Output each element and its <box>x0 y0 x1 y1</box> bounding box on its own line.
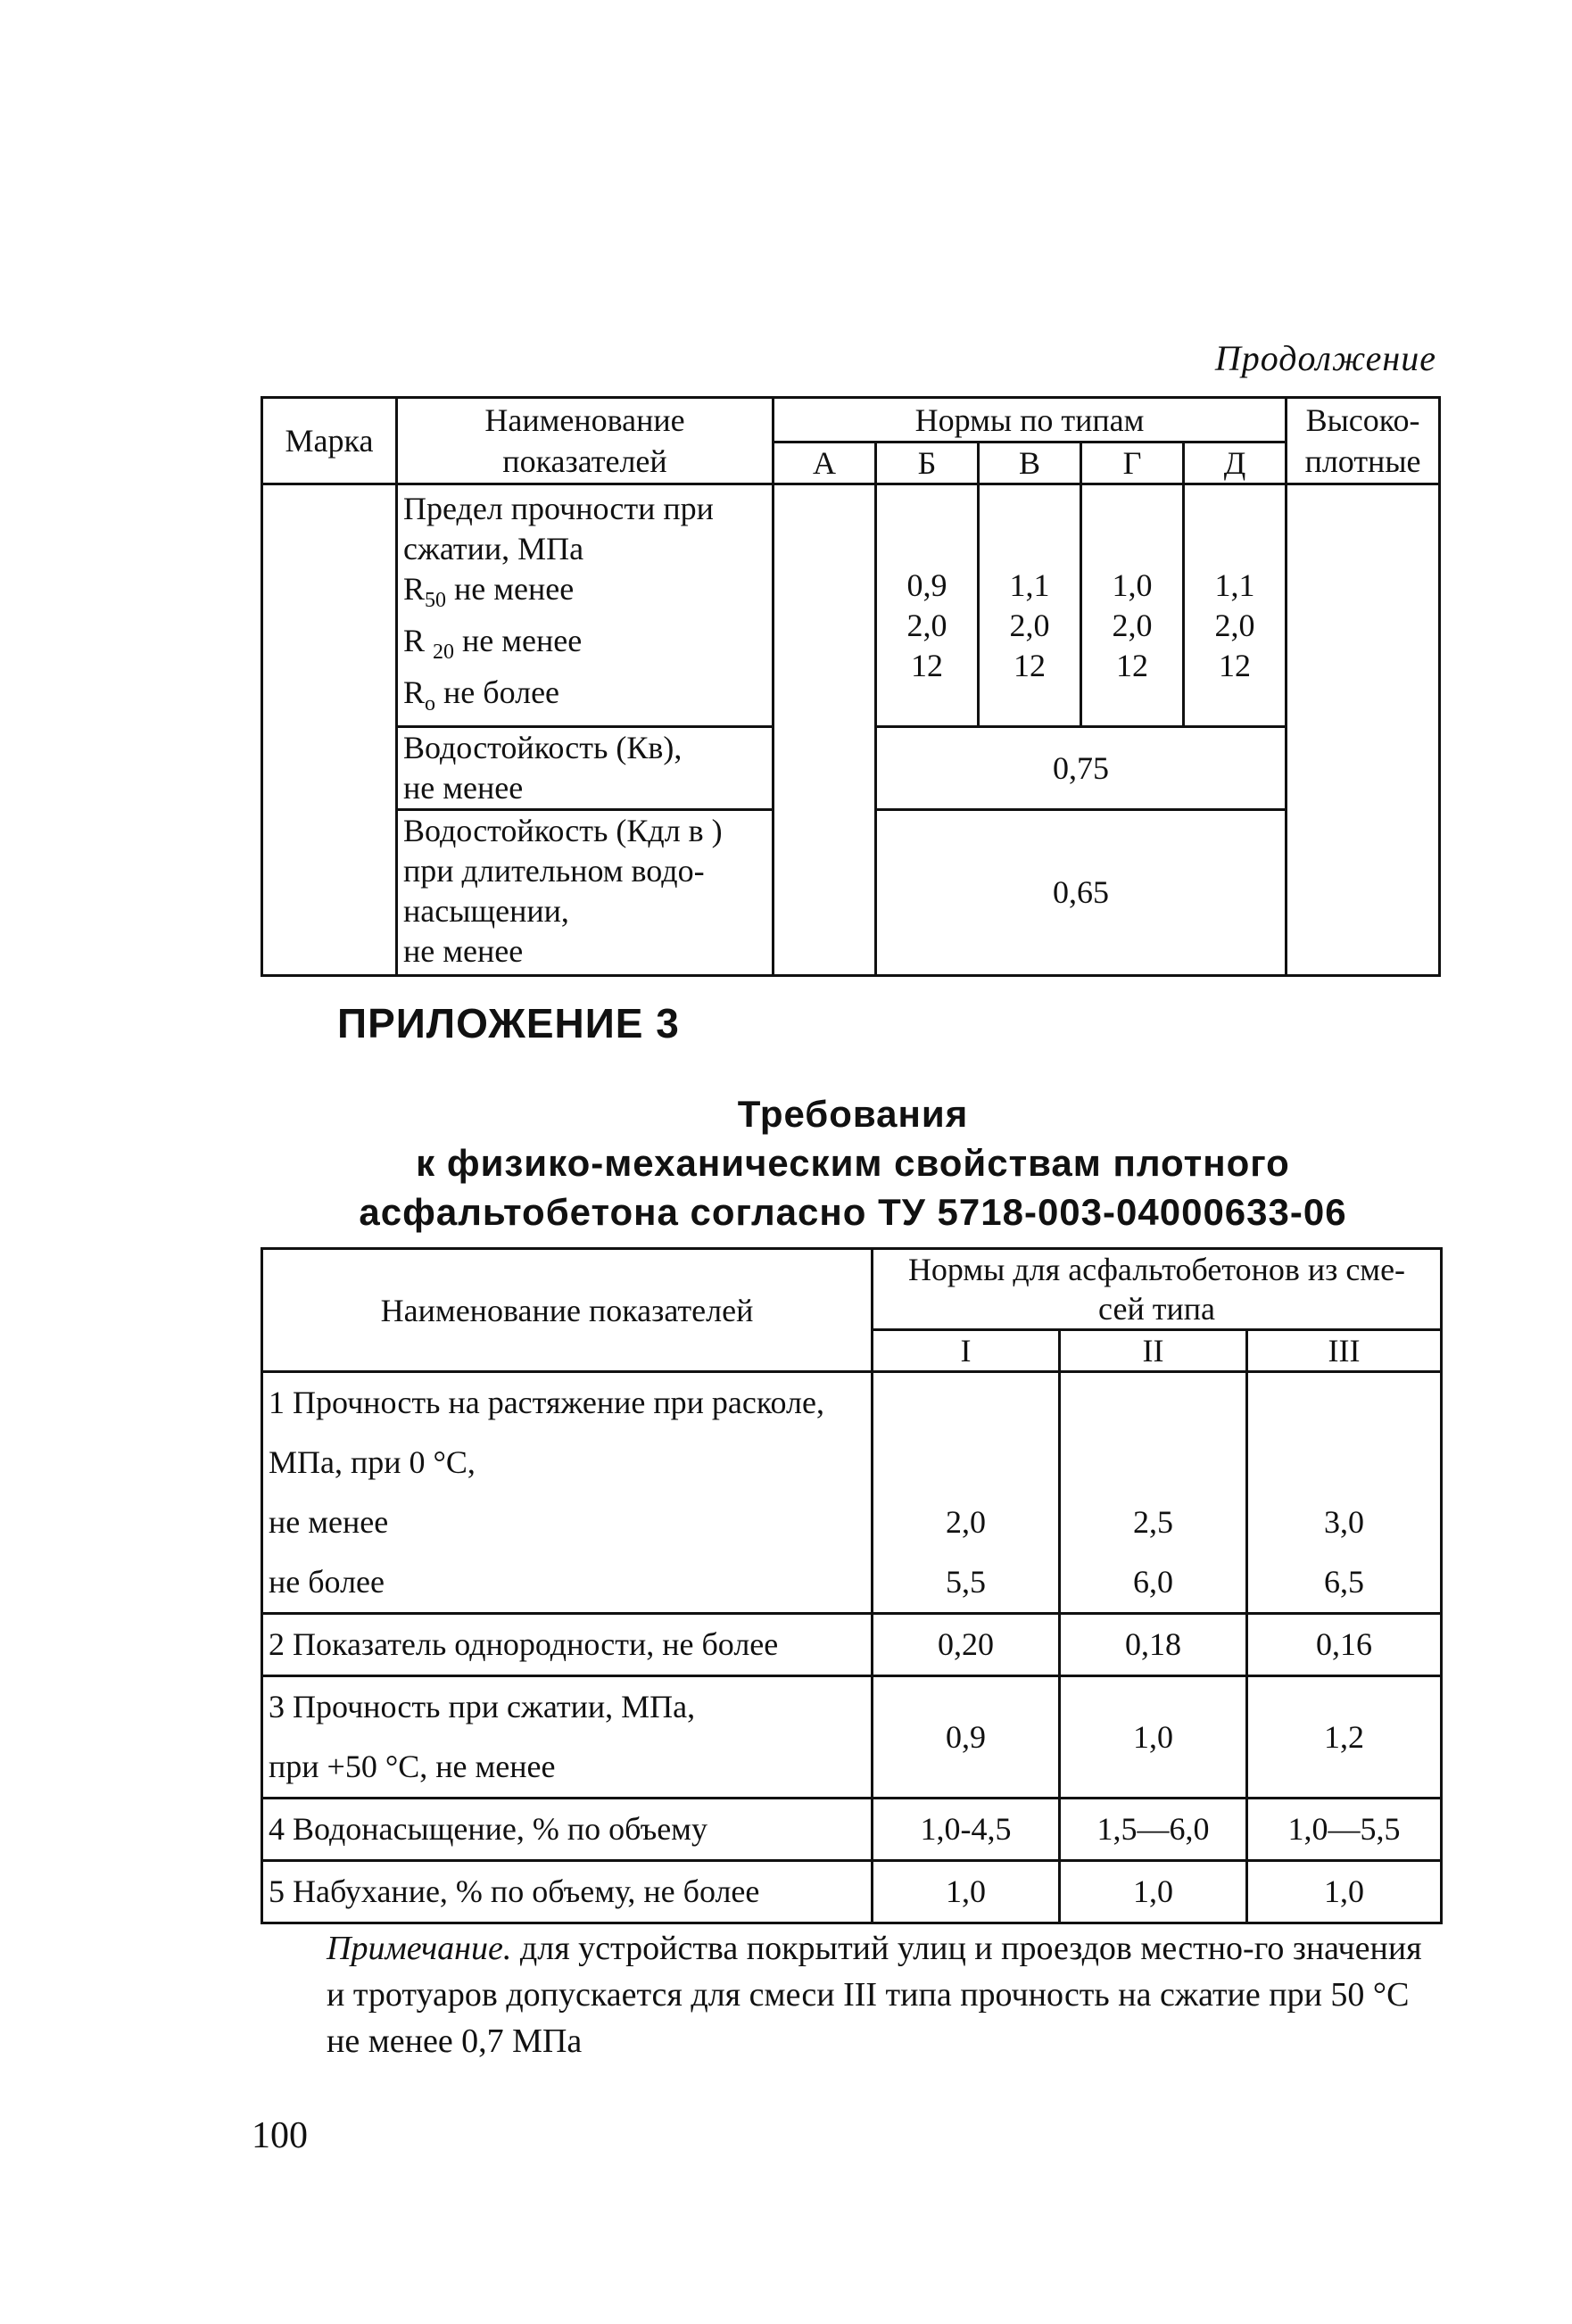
asphalt-requirements-table <box>261 1247 1443 1924</box>
high-density-cell <box>1287 484 1440 976</box>
t2-row4-type-2: 1,5—6,0 <box>1060 1799 1247 1861</box>
t2-row2-type-2: 0,18 <box>1060 1614 1247 1676</box>
note-text: для устройства покрытий улиц и проездов местно-го значения и тротуаров допускается для смеси III типа прочность на сжатие при 50 °С не менее 0,7 МПа <box>327 1930 1422 2060</box>
t2-row4-type-3: 1,0—5,5 <box>1247 1799 1442 1861</box>
t2-row1-type-3: 3,0 6,5 <box>1247 1372 1442 1614</box>
table2-title-line1: Требования <box>737 1093 969 1135</box>
table-row <box>262 1614 1442 1676</box>
strength-values-v: 1,1 2,0 12 <box>979 484 1081 727</box>
table-row <box>262 1799 1442 1861</box>
t2-header-type-1: I <box>873 1330 1060 1372</box>
t2-row3-type-2: 1,0 <box>1060 1676 1247 1799</box>
table2-title-line2: к физико-механическим свойствам плотного <box>416 1142 1290 1184</box>
t2-row3-type-3: 1,2 <box>1247 1676 1442 1799</box>
t2-header-type-2: II <box>1060 1330 1247 1372</box>
table-row <box>262 1861 1442 1923</box>
header-type-d: Д <box>1184 442 1287 484</box>
strength-values-b: 0,9 2,0 12 <box>876 484 979 727</box>
t2-row2-type-3: 0,16 <box>1247 1614 1442 1676</box>
appendix-heading: ПРИЛОЖЕНИЕ 3 <box>337 1000 680 1046</box>
t2-row3-indicator: 3 Прочность при сжатии, МПа, при +50 °С, не менее <box>262 1676 873 1799</box>
t2-row1-type-1: 2,0 5,5 <box>873 1372 1060 1614</box>
water-resistance-long-indicator: Водостойкость (Кдл в ) при длительном водо- насыщении, не менее <box>397 809 774 975</box>
t2-row3-type-1: 0,9 <box>873 1676 1060 1799</box>
t2-header-norms: Нормы для асфальтобетонов из сме- сей типа <box>873 1249 1442 1330</box>
header-high-density-line2: плотные <box>1304 443 1421 479</box>
t2-row5-type-2: 1,0 <box>1060 1861 1247 1923</box>
type-a-cell <box>774 484 876 976</box>
strength-indicator <box>397 484 774 727</box>
t2-row1-type-2: 2,5 6,0 <box>1060 1372 1247 1614</box>
table2-title-line3: асфальтобетона согласно ТУ 5718-003-04000633-06 <box>359 1191 1347 1233</box>
page-number: 100 <box>252 2115 308 2156</box>
water-resistance-indicator: Водостойкость (Кв), не менее <box>397 726 774 809</box>
header-type-b: Б <box>876 442 979 484</box>
strength-r50: $R_{50}$ не менее <box>403 571 575 613</box>
t2-row2-type-1: 0,20 <box>873 1614 1060 1676</box>
strength-line1: Предел прочности при <box>403 491 714 526</box>
table-row <box>262 1676 1442 1799</box>
strength-values-d: 1,1 2,0 12 <box>1184 484 1287 727</box>
strength-line2: сжатии, МПа <box>403 531 584 567</box>
water-resistance-value: 0,75 <box>876 726 1287 809</box>
norms-table-continuation <box>261 396 1441 977</box>
t2-row5-type-3: 1,0 <box>1247 1861 1442 1923</box>
header-type-g: Г <box>1081 442 1184 484</box>
header-high-density-line1: Высоко- <box>1305 402 1420 438</box>
continuation-label: Продолжение <box>1214 338 1436 378</box>
t2-row1-indicator: 1 Прочность на растяжение при расколе, МПа, при 0 °С, не менее не более <box>262 1372 873 1614</box>
strength-values-g: 1,0 2,0 12 <box>1081 484 1184 727</box>
t2-row4-indicator: 4 Водонасыщение, % по объему <box>262 1799 873 1861</box>
header-norms-by-type: Нормы по типам <box>774 398 1287 442</box>
header-grade: Марка <box>262 398 397 484</box>
header-type-a: А <box>774 442 876 484</box>
t2-row5-indicator: 5 Набухание, % по объему, не более <box>262 1861 873 1923</box>
t2-row2-indicator: 2 Показатель однородности, не более <box>262 1614 873 1676</box>
t2-header-indicator: Наименование показателей <box>262 1249 873 1372</box>
t2-row4-type-1: 1,0-4,5 <box>873 1799 1060 1861</box>
note <box>327 1925 1442 2064</box>
strength-r20: R $_{20}$ не менее <box>403 623 583 665</box>
water-resistance-long-value: 0,65 <box>876 809 1287 975</box>
header-indicator-line1: Наименование <box>484 402 685 438</box>
header-type-v: В <box>979 442 1081 484</box>
note-label: Примечание. <box>327 1930 512 1967</box>
header-indicator <box>397 398 774 484</box>
header-high-density <box>1287 398 1440 484</box>
grade-cell <box>262 484 397 976</box>
header-indicator-line2: показателей <box>502 443 667 479</box>
t2-row5-type-1: 1,0 <box>873 1861 1060 1923</box>
table-row <box>262 1372 1442 1614</box>
t2-header-type-3: III <box>1247 1330 1442 1372</box>
strength-r0: $R_о$ не более <box>403 674 560 716</box>
